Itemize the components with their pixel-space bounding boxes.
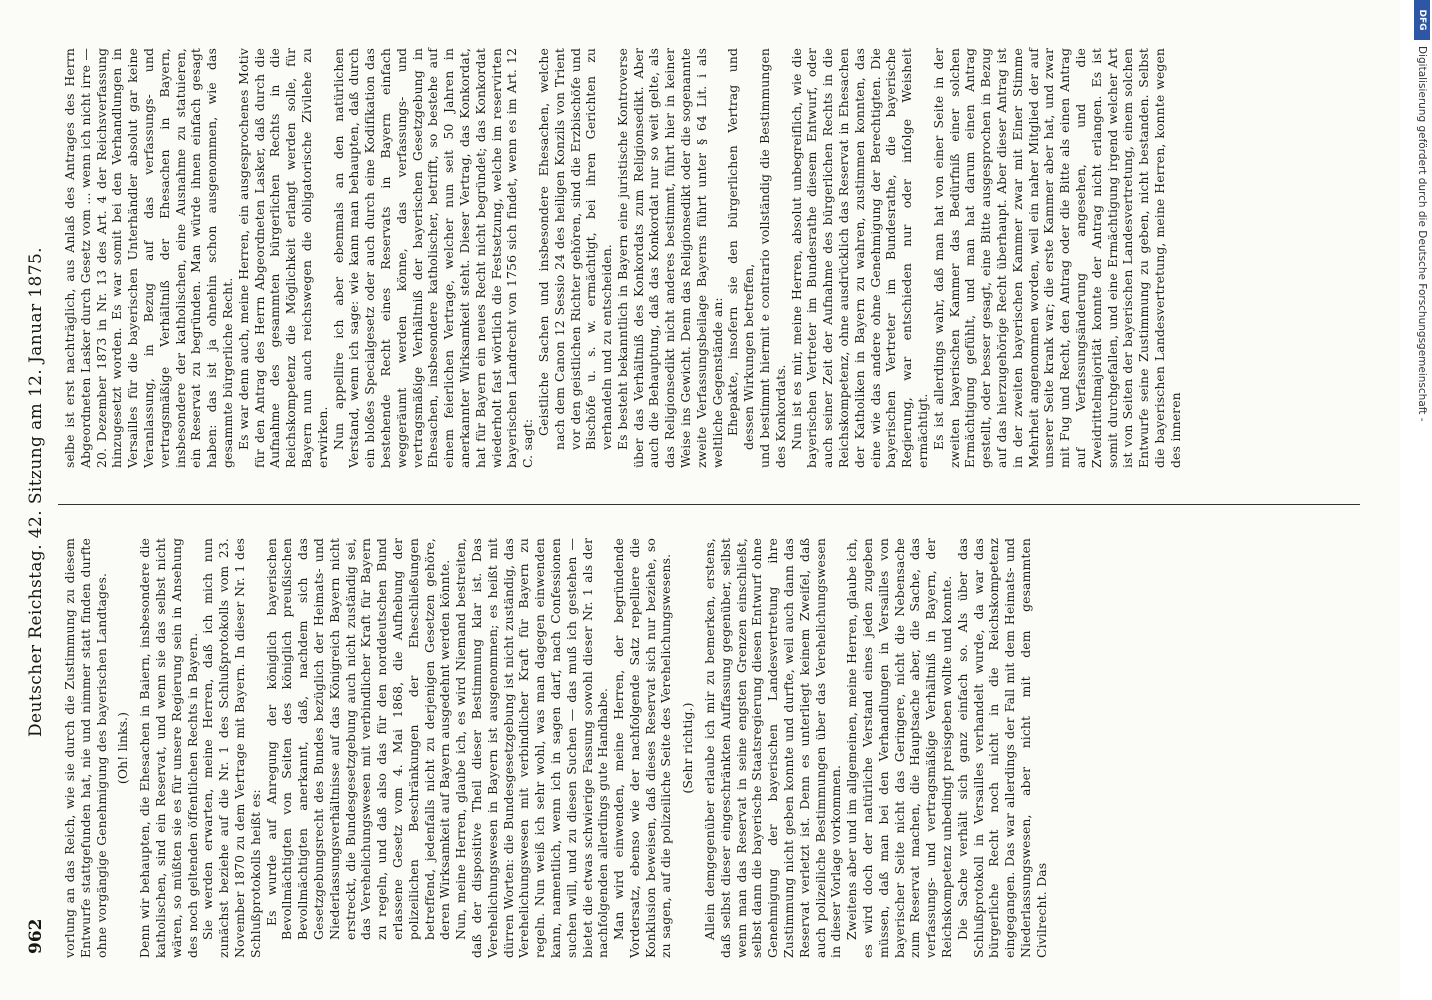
text-column-left	[62, 538, 1050, 958]
text-column-right	[62, 48, 1184, 468]
paragraph: vorlung an das Reich, wie sie durch die Zustimmung zu diesem Entwurfe stattgefunden hat, nie und nimmer statt finden durfte ohne vorgängige Genehmigung des bayerischen Landtages.	[62, 538, 109, 958]
column-rule	[58, 504, 1360, 505]
paragraph: (Oh! links.)	[115, 711, 131, 785]
paragraph: Die Sache verhält sich ganz einfach so. Als über das Schlußprotokoll in Versailles verhandelt wurde, da war das bürgerliche Recht noch nicht in die Reichskompetenz eingegangen. Das war allerdings der Fall mit dem Heimats- und Niederlassungswesen, aber nicht mit dem gesammten Civilrecht. Das	[954, 538, 1049, 958]
paragraph: selbe ist erst nachträglich, aus Anlaß des Antrages des Herrn Abgeordneten Lasker durch Gesetz vom ... wenn ich nicht irre — 20. Dezember 1873 in Nr. 13 des Art. 4 der Reichsverfassung hinzugesetzt worden. Es war somit bei den Verhandlungen in Versailles für die bayerischen Unterhändler absolut gar keine Veranlassung, in Bezug auf das verfassungs- und vertragsmäßige Verhältniß der Ehesachen in Bayern, insbesondere der katholischen, eine Ausnahme zu statuieren, ein Reservat zu begründen. Man würde ihnen einfach gesagt haben: das ist ja ohnehin schon ausgenommen, wie das gesammte bürgerliche Recht.	[62, 48, 235, 468]
paragraph: Geistliche Sachen und insbesondere Ehesachen, welche nach dem Canon 12 Sessio 24 des heiligen Konzils von Trient vor den geistlichen Richter gehören, sind die Erzbischöfe und Bischöfe u. s. w. ermächtigt, bei ihren Gerichten zu verhandeln und zu entscheiden.	[535, 48, 615, 450]
paragraph: Zweitens aber und im allgemeinen, meine Herren, glaube ich, es wird doch der natürliche Verstand eines jeden zugeben müssen, daß man bei den Verhandlungen in Versailles von bayerischer Seite nicht das Geringere, nicht die Nebensache zum Reservat machen, die Hauptsache aber, die Sache, das verfassungs- und vertragsmäßige Verhältniß in Bayern, der Reichskompetenz unbedingt preisgeben wollte und konnte.	[844, 538, 955, 958]
paragraph: Man wird einwenden, meine Herren, der begründende Vordersatz, ebenso wie der nachfolgende Satz repelliere die Konklusion beweisen, daß dieses Reservat sich nur beziehe, so zu sagen, auf die polizeiliche Seite des Verehelichungswesens.	[611, 538, 674, 958]
paragraph: Nun appellire ich aber ebenmals an den natürlichen Verstand, wenn ich sage: wie kann man behaupten, daß durch ein bloßes Specialgesetz oder auch durch eine Kodifikation das bestehende Recht eines Reservats in Bayern einfach weggeräumt werden könne, das verfassungs- und vertragsmäßige Verhältniß der bayerischen Gesetzgebung in Ehesachen, insbesondere katholischer, betrifft, so bestehe auf einem feierlichen Vertrage, welcher nun seit 50 Jahren in anerkannter Wirksamkeit steht. Dieser Vertrag, das Konkordat, hat für Bayern ein neues Recht nicht begründet; das Konkordat wiederholt fast wörtlich die Festsetzung, welche im reservirten bayerischen Landrecht von 1756 sich findet, wenn es im Art. 12 C. sagt:	[330, 48, 536, 468]
paragraph: Ehepakte, insofern sie den bürgerlichen Vertrag und dessen Wirkungen betreffen,	[725, 48, 757, 450]
paragraph: Allein demgegenüber erlaube ich mir zu bemerken, erstens, daß selbst dieser eingeschränkten Auffassung gegenüber, selbst wenn man das Reservat in seine engsten Grenzen einschließt, selbst dann die bayerische Staatsregierung diesen Entwurf ohne Genehmigung der bayerischen Landesvertretung ihre Zustimmung nicht geben konnte und durfte, weil auch dann das Reservat verletzt ist. Denn es unterliegt keinem Zweifel, daß auch polizeiliche Bestimmungen über das Verehelichungswesen in dieser Vorlage vorkommen.	[702, 538, 844, 958]
funding-note-text: Digitalisierung gefördert durch die Deutsche Forschungsgemeinschaft -	[1416, 46, 1428, 422]
page-number: 962	[26, 918, 46, 954]
paragraph: (Sehr richtig.)	[680, 702, 696, 794]
funding-note	[1412, 0, 1432, 1000]
paragraph: Es wurde auf Anregung der königlich bayerischen Bevollmächtigten von Seiten des königlich preußischen Bevollmächtigten anerkannt, daß, nachdem sich das Gesetzgebungsrecht des Bundes bezüglich der Heimats- und Niederlassungsverhältnisse auf das Königreich Bayern nicht erstreckt, die Bundesgesetzgebung auch nicht zuständig sei, das Verehelichungswesen mit verbindlicher Kraft für Bayern zu regeln, und daß also das für den norddeutschen Bund erlassene Gesetz vom 4. Mai 1868, die Aufhebung der polizeilichen Beschränkungen der Eheschließungen betreffend, jedenfalls nicht zu derjenigen Gesetzen gehöre, deren Wirksamkeit auf Bayern ausgedehnt werden könnte.	[263, 538, 453, 940]
paragraph: und bestimmt hiermit e contrario vollständig die Bestimmungen des Konkordats.	[757, 48, 788, 468]
dfg-logo: DFG	[1414, 0, 1430, 40]
paragraph: Nun, meine Herren, glaube ich, es wird Niemand bestreiten, daß der dispositive Theil dieser Bestimmung klar ist. Das Verehelichungswesen in Bayern ist ausgenommen; es heißt mit dürren Worten: die Bundesgesetzgebung ist nicht zuständig, das Verehelichungswesen mit verbindlicher Kraft für Bayern zu regeln. Nun weiß ich sehr wohl, was man dagegen einwenden kann, namentlich, wenn ich in sagen darf, nach Confessionen suchen will, und zu diesen Suchen — das muß ich gestehen — bietet die etwas schwierige Fassung sowohl dieser Nr. 1 als der nachfolgenden allerdings gute Handhabe.	[453, 538, 611, 958]
paragraph: Es war denn auch, meine Herren, ein ausgesprochenes Motiv für den Antrag des Herrn Abgeordneten Lasker, daß durch die Aufnahme des gesammten bürgerlichen Rechts in die Reichskompetenz die Möglichkeit erlangt werden solle, für Bayern nun auch reichswegen die obligatorische Zivilehe zu erwirken.	[235, 48, 330, 468]
running-header	[26, 30, 52, 954]
paragraph: Sie werden erwarten, meine Herren, daß ich mich nun zunächst beziehe auf die Nr. 1 des Schlußprotokolls vom 23. November 1870 zu dem Vertrage mit Bayern. In dieser Nr. 1 des Schlußprotokolls heißt es:	[200, 538, 263, 958]
paragraph: Es besteht bekanntlich in Bayern eine juristische Kontroverse über das Verhältniß des Konkordats zum Religionsedikt. Aber auch die Behauptung, daß das Konkordat nur so weit gelte, als das Religionsedikt nicht anderes bestimmt, führt hier in keiner Weise ins Gewicht. Denn das Religionsedikt oder die sogenannte zweite Verfassungsbeilage Bayerns führt unter § 64 Lit. i als weltliche Gegenstände an:	[614, 48, 725, 468]
paragraph: Nun ist es mir, meine Herren, absolut unbegreiflich, wie die bayerischen Vertreter im Bundesrathe diesem Entwurf, oder auch seiner Zeit der Aufnahme des bürgerlichen Rechts in die Reichskompetenz, ohne ausdrücklich das Reservat in Ehesachen der Katholiken in Bayern zu wahren, zustimmen konnten, das eine wie das andere ohne Genehmigung der Berechtigten. Die bayerischen Vertreter im Bundesrathe, die bayerische Regierung, war entschieden nur oder infolge Weisheit ermächtigt.	[788, 48, 931, 468]
running-title: Deutscher Reichstag. 42. Sitzung am 12. Januar 1875.	[26, 247, 46, 737]
paragraph: Es ist allerdings wahr, daß man hat von einer Seite in der zweiten bayerischen Kammer das Bedürfniß einer solchen Ermächtigung gefühlt, und man hat darum einen Antrag gestellt, oder besser gesagt, eine Bitte ausgesprochen in Bezug auf das hierzugehörige Recht überhaupt. Aber dieser Antrag ist in der zweiten bayerischen Kammer zwar mit Einer Stimme Mehrheit angenommen worden, weil ein naher Mitglied der auf unserer Seite krank war; die erste Kammer aber hat, und zwar mit Fug und Recht, den Antrag oder die Bitte als einen Antrag auf Verfassungsänderung angesehen, und die Zweidrittelmajorität konnte der Antrag nicht erlangen. Es ist somit durchgefallen, und eine Ermächtigung irgend welcher Art ist von Seiten der bayerischen Landesvertretung, einem solchen Entwurfe seine Zustimmung zu geben, nicht bestanden. Selbst die bayerischen Landesvertretung, meine Herren, konnte wegen des inneren	[930, 48, 1183, 468]
paragraph: Denn wir behaupten, die Ehesachen in Baiern, insbesondere die katholischen, sind ein Reservat, und wenn sie das selbst nicht wären, so müßten sie es für unsere Regierung sein in Ansehung des noch geltenden öffentlichen Rechts in Bayern.	[137, 538, 200, 958]
